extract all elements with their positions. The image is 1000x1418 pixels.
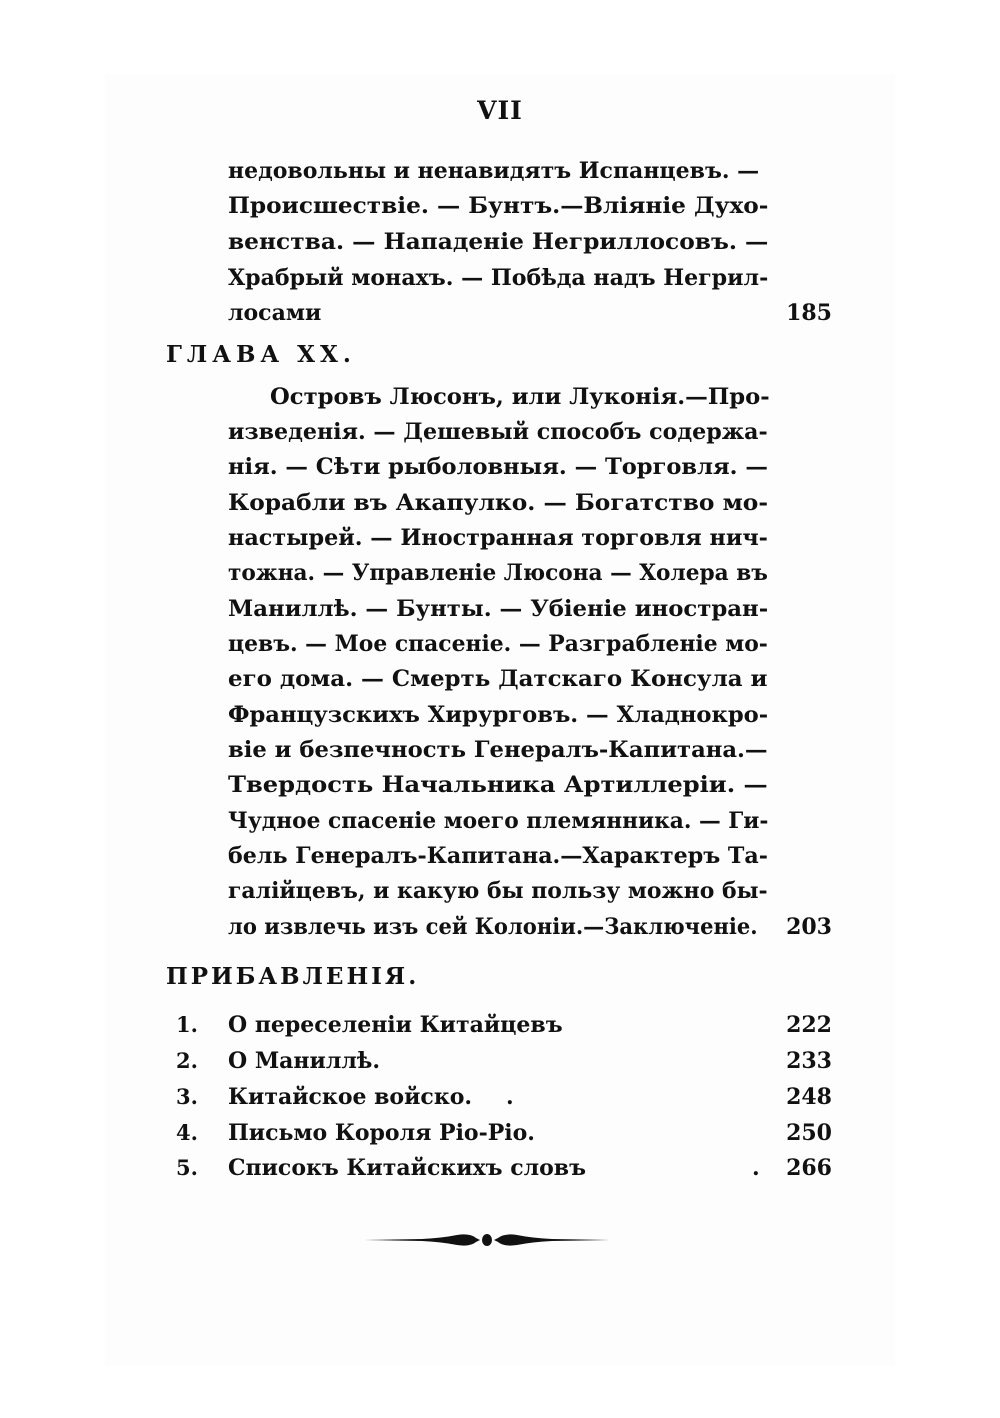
item-leader: .: [752, 1155, 760, 1181]
page-reference: 203: [786, 914, 832, 940]
chapter-line: его дома. — Смерть Датскаго Консула и: [228, 666, 768, 692]
chapter-line: Французскихъ Хирурговъ. — Хладнокро-: [228, 702, 769, 728]
chapter-line: Островъ Люсонъ, или Луконія.—Про-: [270, 384, 770, 410]
chapter-line: нія. — Сѣти рыболовныя. — Торговля. —: [228, 454, 768, 480]
item-title: О Маниллѣ.: [228, 1048, 381, 1074]
decorative-rule-icon: [362, 1230, 612, 1250]
item-page: 248: [786, 1084, 832, 1110]
chapter-line: ло извлечь изъ сей Колоніи.—Заключеніе.: [228, 914, 758, 940]
page-number: VII: [477, 96, 523, 125]
chapter-line: віе и безпечность Генералъ-Капитана.—: [228, 737, 768, 763]
item-page: 250: [786, 1120, 832, 1146]
entry-line: Храбрый монахъ. — Побѣда надъ Негрил-: [228, 265, 769, 291]
item-index: 3.: [176, 1084, 198, 1109]
page-reference: 185: [786, 300, 832, 326]
chapter-heading: ГЛАВА XX.: [166, 341, 356, 368]
chapter-line: Корабли въ Акапулко. — Богатство мо-: [228, 490, 769, 516]
item-page: 222: [786, 1012, 832, 1038]
appendices-heading: ПРИБАВЛЕНІЯ.: [166, 963, 420, 990]
chapter-line: Чудное спасеніе моего племянника. — Ги-: [228, 808, 769, 834]
item-title: Китайское войско.: [228, 1084, 473, 1110]
item-leader: .: [506, 1084, 514, 1110]
chapter-line: бель Генералъ-Капитана.—Характеръ Та-: [228, 843, 768, 869]
chapter-line: настырей. — Иностранная торговля нич-: [228, 525, 768, 551]
chapter-line: Твердость Начальника Артиллеріи. —: [228, 772, 768, 798]
item-page: 233: [786, 1048, 832, 1074]
item-title: О переселеніи Китайцевъ: [228, 1012, 563, 1038]
item-index: 1.: [176, 1012, 198, 1037]
chapter-line: цевъ. — Мое спасеніе. — Разграбленіе мо-: [228, 631, 768, 657]
entry-line: недовольны и ненавидятъ Испанцевъ. —: [228, 158, 760, 184]
item-title: Списокъ Китайскихъ словъ: [228, 1155, 586, 1181]
entry-line: Происшествіе. — Бунтъ.—Вліяніе Духо-: [228, 193, 769, 219]
item-title: Письмо Короля Ріо-Ріо.: [228, 1120, 535, 1146]
item-index: 2.: [176, 1048, 198, 1073]
entry-line: венства. — Нападеніе Негриллосовъ. —: [228, 229, 769, 255]
chapter-line: Маниллѣ. — Бунты. — Убіеніе иностран-: [228, 596, 769, 622]
item-page: 266: [786, 1155, 832, 1181]
entry-line: лосами: [228, 300, 322, 326]
chapter-line: изведенія. — Дешевый способъ содержа-: [228, 419, 768, 445]
chapter-line: тожна. — Управленіе Люсона — Холера въ: [228, 560, 768, 586]
chapter-line: галійцевъ, и какую бы пользу можно бы-: [228, 878, 768, 904]
item-index: 5.: [176, 1155, 198, 1180]
item-index: 4.: [176, 1120, 198, 1145]
